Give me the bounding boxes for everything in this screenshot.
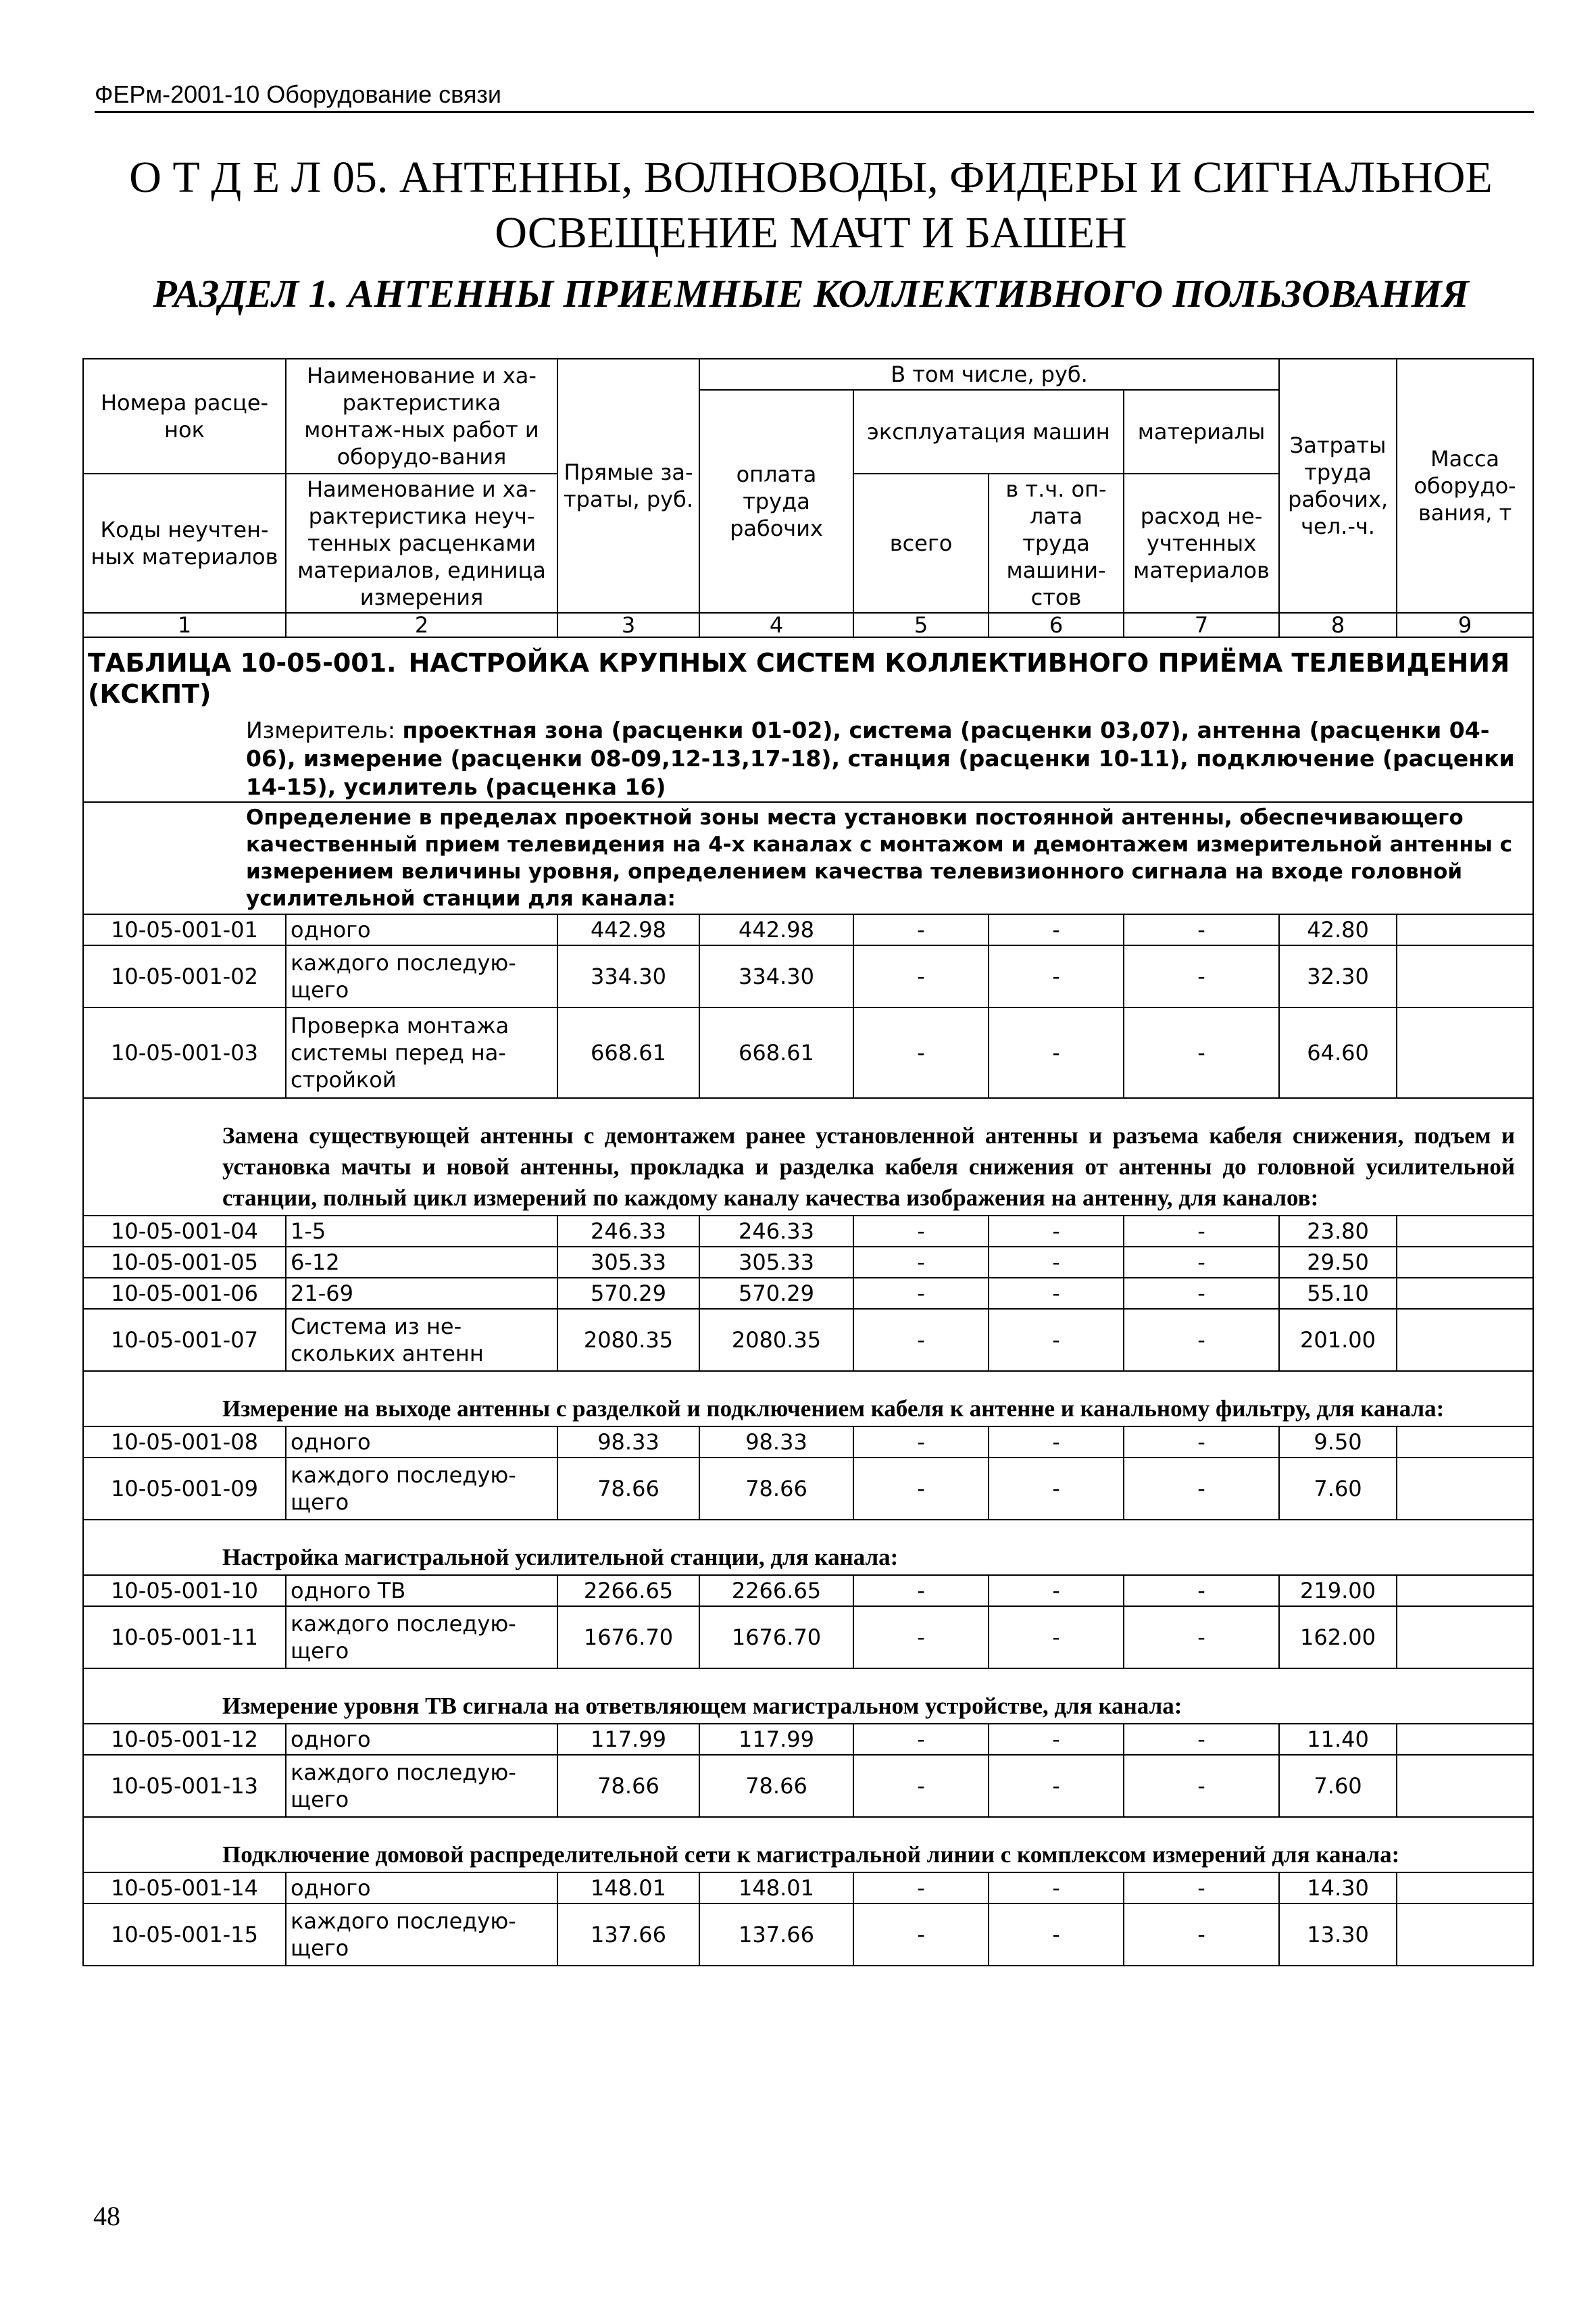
page-number: 48	[93, 2201, 120, 2231]
labor-hours-cell: 162.00	[1279, 1606, 1397, 1668]
labor-hours-cell: 11.40	[1279, 1724, 1397, 1755]
labor-pay-cell: 570.29	[699, 1278, 853, 1309]
materials-cell: -	[1124, 1278, 1279, 1309]
materials-cell: -	[1124, 1458, 1279, 1520]
header-incl-machinist-pay: в т.ч. оп-лата труда машини-стов	[989, 474, 1124, 613]
table-row	[83, 1247, 1533, 1278]
group-title-row	[83, 1817, 1533, 1872]
materials-cell: -	[1124, 1606, 1279, 1668]
equipment-mass-cell	[1397, 1309, 1533, 1371]
rate-name-cell: 1-5	[286, 1216, 557, 1247]
column-number: 1	[83, 613, 286, 637]
rate-name-cell: Проверка монтажа системы перед на-стройкой	[286, 1007, 557, 1098]
rate-code-cell: 10-05-001-06	[83, 1278, 286, 1309]
equipment-mass-cell	[1397, 1216, 1533, 1247]
machinist-pay-cell: -	[989, 1575, 1124, 1606]
table-row	[83, 1872, 1533, 1903]
labor-pay-cell: 78.66	[699, 1755, 853, 1817]
rate-name-cell: каждого последую-щего	[286, 1903, 557, 1966]
table-row	[83, 914, 1533, 945]
labor-hours-cell: 219.00	[1279, 1575, 1397, 1606]
rate-name-cell: одного	[286, 1426, 557, 1458]
materials-cell: -	[1124, 914, 1279, 945]
rate-code-cell: 10-05-001-09	[83, 1458, 286, 1520]
machine-operation-cell: -	[853, 1278, 989, 1309]
machinist-pay-cell: -	[989, 1872, 1124, 1903]
labor-pay-cell: 98.33	[699, 1426, 853, 1458]
rate-code-cell: 10-05-001-03	[83, 1007, 286, 1098]
group-title-cell	[83, 1098, 1533, 1216]
machinist-pay-cell: -	[989, 1755, 1124, 1817]
header-rate-numbers: Номера расце-нок	[83, 359, 286, 474]
materials-cell: -	[1124, 1216, 1279, 1247]
rate-name-cell: одного	[286, 914, 557, 945]
measurer-text: проектная зона (расценки 01-02), система (расценки 03,07), антенна (расценки 04-06), измерение (расценки 08-09,12-13,17-18), станция (расценки 10-11), подключение (расценки 14-15), усилитель (расценка 16)	[246, 717, 1515, 800]
labor-hours-cell: 32.30	[1279, 945, 1397, 1007]
machinist-pay-cell: -	[989, 1724, 1124, 1755]
part-title: РАЗДЕЛ 1. АНТЕННЫ ПРИЕМНЫЕ КОЛЛЕКТИВНОГО ПОЛЬЗОВАНИЯ	[153, 272, 1469, 316]
column-number: 4	[699, 613, 853, 637]
column-number: 6	[989, 613, 1124, 637]
equipment-mass-cell	[1397, 914, 1533, 945]
header-work-name: Наименование и ха-рактеристика монтаж-ных работ и оборудо-вания	[286, 359, 557, 474]
labor-hours-cell: 42.80	[1279, 914, 1397, 945]
direct-costs-cell: 305.33	[557, 1247, 699, 1278]
equipment-mass-cell	[1397, 1426, 1533, 1458]
table-row	[83, 1458, 1533, 1520]
rate-name-cell: одного	[286, 1872, 557, 1903]
table-row	[83, 945, 1533, 1007]
header-including: В том числе, руб.	[699, 359, 1279, 390]
measurer	[84, 714, 1532, 801]
equipment-mass-cell	[1397, 1458, 1533, 1520]
header-direct-costs: Прямые за-траты, руб.	[557, 359, 699, 613]
table-row	[83, 1606, 1533, 1668]
direct-costs-cell: 246.33	[557, 1216, 699, 1247]
header-labor-pay: оплата труда рабочих	[699, 390, 853, 613]
labor-hours-cell: 55.10	[1279, 1278, 1397, 1309]
machinist-pay-cell: -	[989, 1247, 1124, 1278]
materials-cell: -	[1124, 1755, 1279, 1817]
rate-name-cell: 6-12	[286, 1247, 557, 1278]
rate-code-cell: 10-05-001-12	[83, 1724, 286, 1755]
machine-operation-cell: -	[853, 1755, 989, 1817]
equipment-mass-cell	[1397, 1872, 1533, 1903]
table-row	[83, 1007, 1533, 1098]
group-title: Настройка магистральной усилительной станции, для канала:	[222, 1544, 899, 1570]
rate-code-cell: 10-05-001-04	[83, 1216, 286, 1247]
rate-code-cell: 10-05-001-11	[83, 1606, 286, 1668]
rates-table-body	[83, 359, 1533, 1966]
materials-cell: -	[1124, 1007, 1279, 1098]
materials-cell: -	[1124, 1247, 1279, 1278]
header-unaccounted-codes: Коды неучтен-ных материалов	[83, 474, 286, 613]
machine-operation-cell: -	[853, 1458, 989, 1520]
table-row	[83, 1575, 1533, 1606]
machine-operation-cell: -	[853, 1247, 989, 1278]
machine-operation-cell: -	[853, 1007, 989, 1098]
labor-pay-cell: 1676.70	[699, 1606, 853, 1668]
labor-pay-cell: 2080.35	[699, 1309, 853, 1371]
machinist-pay-cell: -	[989, 1309, 1124, 1371]
labor-hours-cell: 64.60	[1279, 1007, 1397, 1098]
table-row	[83, 1903, 1533, 1966]
group-title-row	[83, 1371, 1533, 1426]
group-title: Измерение на выходе антенны с разделкой и подключением кабеля к антенне и канальному фильтру, для канала:	[222, 1395, 1445, 1422]
equipment-mass-cell	[1397, 945, 1533, 1007]
rates-table	[82, 358, 1534, 1966]
header-unaccounted-name: Наименование и ха-рактеристика неуч-тенных расценками материалов, единица измерения	[286, 474, 557, 613]
table-name: НАСТРОЙКА КРУПНЫХ СИСТЕМ КОЛЛЕКТИВНОГО ПРИЁМА ТЕЛЕВИДЕНИЯ (КСКПТ)	[88, 648, 1510, 709]
direct-costs-cell: 78.66	[557, 1458, 699, 1520]
machinist-pay-cell: -	[989, 914, 1124, 945]
group-title-row	[83, 1520, 1533, 1575]
table-code: ТАБЛИЦА 10-05-001.	[88, 648, 397, 678]
column-number: 3	[557, 613, 699, 637]
equipment-mass-cell	[1397, 1575, 1533, 1606]
materials-cell: -	[1124, 1724, 1279, 1755]
column-number: 9	[1397, 613, 1533, 637]
group-title: Измерение уровня ТВ сигнала на ответвляющем магистральном устройстве, для канала:	[222, 1693, 1182, 1719]
machine-operation-cell: -	[853, 1426, 989, 1458]
rate-name-cell: Система из не-скольких антенн	[286, 1309, 557, 1371]
machinist-pay-cell: -	[989, 1426, 1124, 1458]
section-title	[101, 150, 1520, 261]
machinist-pay-cell: -	[989, 1007, 1124, 1098]
rate-name-cell: каждого последую-щего	[286, 1755, 557, 1817]
rate-name-cell: каждого последую-щего	[286, 1606, 557, 1668]
group-title-row	[83, 1668, 1533, 1724]
group-title-cell	[83, 1817, 1533, 1872]
table-row	[83, 1755, 1533, 1817]
rate-name-cell: каждого последую-щего	[286, 1458, 557, 1520]
machinist-pay-cell: -	[989, 1458, 1124, 1520]
rate-code-cell: 10-05-001-10	[83, 1575, 286, 1606]
rate-name-cell: 21-69	[286, 1278, 557, 1309]
machinist-pay-cell: -	[989, 945, 1124, 1007]
table-title-row	[83, 637, 1533, 914]
machine-operation-cell: -	[853, 1872, 989, 1903]
rate-code-cell: 10-05-001-08	[83, 1426, 286, 1458]
machinist-pay-cell: -	[989, 1216, 1124, 1247]
machine-operation-cell: -	[853, 1575, 989, 1606]
materials-cell: -	[1124, 1872, 1279, 1903]
table-title-cell	[83, 637, 1533, 914]
group-title-cell	[83, 1520, 1533, 1575]
section-title-line1: О Т Д Е Л 05. АНТЕННЫ, ВОЛНОВОДЫ, ФИДЕРЫ И СИГНАЛЬНОЕ	[129, 153, 1493, 202]
materials-cell: -	[1124, 1903, 1279, 1966]
labor-hours-cell: 29.50	[1279, 1247, 1397, 1278]
table-row	[83, 1426, 1533, 1458]
labor-pay-cell: 148.01	[699, 1872, 853, 1903]
direct-costs-cell: 137.66	[557, 1903, 699, 1966]
direct-costs-cell: 2080.35	[557, 1309, 699, 1371]
group-title: Замена существующей антенны с демонтажем ранее установленной антенны и разъема кабеля снижения, подъем и установка мачты и новой антенны, прокладка и разделка кабеля снижения от антенны до головной усилительной станции, полный цикл измерений по каждому каналу качества изображения на антенну, для каналов:	[222, 1122, 1516, 1211]
materials-cell: -	[1124, 1575, 1279, 1606]
header-machine-operation: эксплуатация машин	[853, 390, 1124, 474]
labor-hours-cell: 14.30	[1279, 1872, 1397, 1903]
rate-code-cell: 10-05-001-14	[83, 1872, 286, 1903]
column-number: 7	[1124, 613, 1279, 637]
header-unaccounted-use: расход не-учтенных материалов	[1124, 474, 1279, 613]
labor-hours-cell: 7.60	[1279, 1458, 1397, 1520]
group-title-row	[83, 1098, 1533, 1216]
labor-hours-cell: 23.80	[1279, 1216, 1397, 1247]
materials-cell: -	[1124, 1309, 1279, 1371]
equipment-mass-cell	[1397, 1903, 1533, 1966]
table-row	[83, 1724, 1533, 1755]
machinist-pay-cell: -	[989, 1903, 1124, 1966]
labor-pay-cell: 2266.65	[699, 1575, 853, 1606]
machine-operation-cell: -	[853, 1903, 989, 1966]
rate-code-cell: 10-05-001-13	[83, 1755, 286, 1817]
rate-code-cell: 10-05-001-05	[83, 1247, 286, 1278]
column-number: 2	[286, 613, 557, 637]
machine-operation-cell: -	[853, 1216, 989, 1247]
table-row	[83, 1216, 1533, 1247]
column-number-row	[83, 613, 1533, 637]
direct-costs-cell: 334.30	[557, 945, 699, 1007]
machinist-pay-cell: -	[989, 1606, 1124, 1668]
labor-pay-cell: 246.33	[699, 1216, 853, 1247]
column-number: 8	[1279, 613, 1397, 637]
machine-operation-cell: -	[853, 1724, 989, 1755]
labor-pay-cell: 442.98	[699, 914, 853, 945]
labor-pay-cell: 305.33	[699, 1247, 853, 1278]
machinist-pay-cell: -	[989, 1278, 1124, 1309]
materials-cell: -	[1124, 945, 1279, 1007]
column-number: 5	[853, 613, 989, 637]
direct-costs-cell: 668.61	[557, 1007, 699, 1098]
materials-cell: -	[1124, 1426, 1279, 1458]
direct-costs-cell: 98.33	[557, 1426, 699, 1458]
equipment-mass-cell	[1397, 1724, 1533, 1755]
equipment-mass-cell	[1397, 1606, 1533, 1668]
labor-hours-cell: 13.30	[1279, 1903, 1397, 1966]
direct-costs-cell: 148.01	[557, 1872, 699, 1903]
rate-name-cell: одного ТВ	[286, 1575, 557, 1606]
header-row-1	[83, 359, 1533, 390]
rate-code-cell: 10-05-001-07	[83, 1309, 286, 1371]
direct-costs-cell: 2266.65	[557, 1575, 699, 1606]
rate-name-cell: одного	[286, 1724, 557, 1755]
labor-pay-cell: 117.99	[699, 1724, 853, 1755]
labor-hours-cell: 9.50	[1279, 1426, 1397, 1458]
labor-pay-cell: 137.66	[699, 1903, 853, 1966]
machine-operation-cell: -	[853, 945, 989, 1007]
rate-code-cell: 10-05-001-15	[83, 1903, 286, 1966]
labor-pay-cell: 78.66	[699, 1458, 853, 1520]
equipment-mass-cell	[1397, 1278, 1533, 1309]
equipment-mass-cell	[1397, 1755, 1533, 1817]
rate-name-cell: каждого последую-щего	[286, 945, 557, 1007]
work-definition: Определение в пределах проектной зоны места установки постоянной антенны, обеспечивающего качественный прием телевидения на 4-х каналах с монтажом и демонтажем измерительной антенны с измерением величины уровня, определением качества телевизионного сигнала на входе головной усилительной станции для канала:	[84, 801, 1532, 914]
group-title-cell	[83, 1668, 1533, 1724]
direct-costs-cell: 117.99	[557, 1724, 699, 1755]
machine-operation-cell: -	[853, 1606, 989, 1668]
table-title	[84, 638, 1532, 714]
direct-costs-cell: 1676.70	[557, 1606, 699, 1668]
direct-costs-cell: 442.98	[557, 914, 699, 945]
labor-pay-cell: 334.30	[699, 945, 853, 1007]
header-equipment-mass: Масса оборудо-вания, т	[1397, 359, 1533, 613]
header-labor-costs: Затраты труда рабочих, чел.-ч.	[1279, 359, 1397, 613]
rate-code-cell: 10-05-001-02	[83, 945, 286, 1007]
section-title-line2: ОСВЕЩЕНИЕ МАЧТ И БАШЕН	[495, 208, 1127, 257]
table-row	[83, 1278, 1533, 1309]
rate-code-cell: 10-05-001-01	[83, 914, 286, 945]
header-total: всего	[853, 474, 989, 613]
table-row	[83, 1309, 1533, 1371]
measurer-label: Измеритель:	[246, 717, 396, 743]
equipment-mass-cell	[1397, 1247, 1533, 1278]
direct-costs-cell: 570.29	[557, 1278, 699, 1309]
group-title-cell	[83, 1371, 1533, 1426]
machine-operation-cell: -	[853, 1309, 989, 1371]
equipment-mass-cell	[1397, 1007, 1533, 1098]
machine-operation-cell: -	[853, 914, 989, 945]
labor-hours-cell: 7.60	[1279, 1755, 1397, 1817]
labor-pay-cell: 668.61	[699, 1007, 853, 1098]
labor-hours-cell: 201.00	[1279, 1309, 1397, 1371]
running-head: ФЕРм-2001-10 Оборудование связи	[95, 80, 1534, 113]
direct-costs-cell: 78.66	[557, 1755, 699, 1817]
group-title: Подключение домовой распределительной сети к магистральной линии с комплексом измерений для канала:	[222, 1841, 1400, 1868]
header-materials: материалы	[1124, 390, 1279, 474]
